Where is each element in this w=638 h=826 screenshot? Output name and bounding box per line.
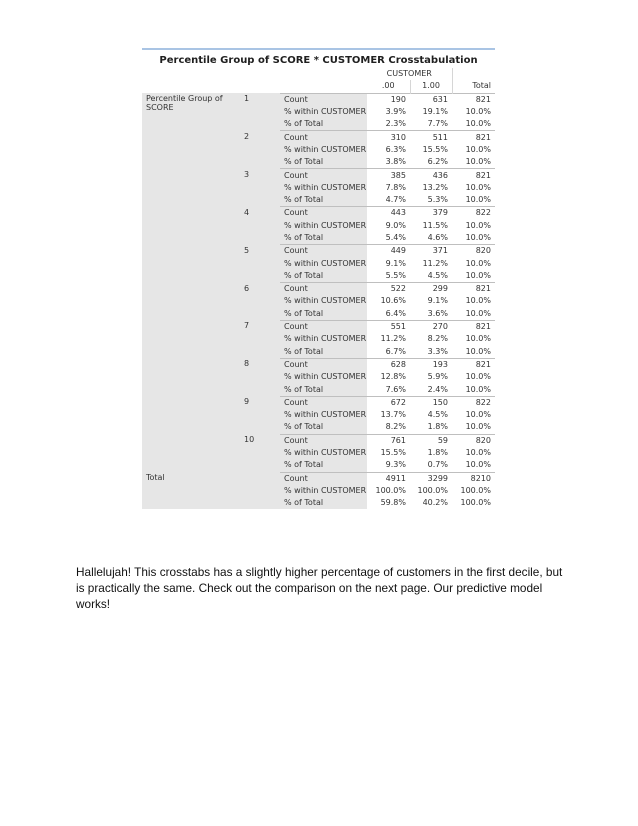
table-cell: 10.0% bbox=[452, 156, 495, 169]
stat-label: Count bbox=[280, 207, 367, 220]
table-cell: 13.7% bbox=[367, 409, 410, 421]
row-variable-label-text: Percentile Group of SCORE bbox=[146, 94, 223, 113]
table-cell: 1.8% bbox=[410, 447, 452, 459]
stat-label: % within CUSTOMER bbox=[280, 409, 367, 421]
table-cell: 9.3% bbox=[367, 459, 410, 472]
table-cell: 4.5% bbox=[410, 409, 452, 421]
stat-label: % of Total bbox=[280, 497, 367, 509]
header-row-group bbox=[142, 68, 495, 80]
table-cell: 449 bbox=[367, 245, 410, 258]
stat-label: % of Total bbox=[280, 383, 367, 396]
table-cell: 4.6% bbox=[410, 232, 452, 245]
table-cell: 672 bbox=[367, 396, 410, 409]
table-cell: 9.1% bbox=[410, 295, 452, 307]
table-cell: 10.0% bbox=[452, 182, 495, 194]
table-cell: 9.0% bbox=[367, 220, 410, 232]
stat-label: % within CUSTOMER bbox=[280, 257, 367, 269]
table-cell: 821 bbox=[452, 283, 495, 296]
stat-label: % of Total bbox=[280, 346, 367, 359]
stat-label: Count bbox=[280, 93, 367, 106]
stat-label: Count bbox=[280, 320, 367, 333]
table-cell: 4911 bbox=[367, 472, 410, 485]
stat-label: % within CUSTOMER bbox=[280, 485, 367, 497]
table-cell: 5.5% bbox=[367, 270, 410, 283]
table-cell: 10.0% bbox=[452, 257, 495, 269]
table-cell: 3.3% bbox=[410, 346, 452, 359]
stat-label: % of Total bbox=[280, 156, 367, 169]
crosstab-table-container bbox=[142, 48, 495, 509]
table-cell: 4.7% bbox=[367, 194, 410, 207]
group-label: 1 bbox=[240, 93, 280, 131]
table-cell: 10.0% bbox=[452, 106, 495, 118]
table-title: Percentile Group of SCORE * CUSTOMER Crosstabulation bbox=[159, 55, 478, 66]
table-cell: 379 bbox=[410, 207, 452, 220]
caption-paragraph: Hallelujah! This crosstabs has a slightly higher percentage of customers in the first decile, but is practically the same. Check out the comparison on the next page. Our predictive model works! bbox=[76, 565, 563, 611]
table-cell: 10.0% bbox=[452, 333, 495, 345]
table-cell: 10.0% bbox=[452, 144, 495, 156]
table-cell: 193 bbox=[410, 358, 452, 371]
table-cell: 11.2% bbox=[410, 257, 452, 269]
table-cell: 10.0% bbox=[452, 371, 495, 383]
table-cell: 4.5% bbox=[410, 270, 452, 283]
column-header: 1.00 bbox=[410, 80, 452, 93]
table-cell: 631 bbox=[410, 93, 452, 106]
table-cell: 190 bbox=[367, 93, 410, 106]
stat-label: Count bbox=[280, 283, 367, 296]
table-cell: 761 bbox=[367, 434, 410, 447]
group-label: 4 bbox=[240, 207, 280, 245]
stat-label: Count bbox=[280, 472, 367, 485]
table-cell: 11.5% bbox=[410, 220, 452, 232]
table-cell: 10.0% bbox=[452, 383, 495, 396]
table-cell: 10.6% bbox=[367, 295, 410, 307]
group-label: 8 bbox=[240, 358, 280, 396]
table-cell: 1.8% bbox=[410, 421, 452, 434]
table-cell: 2.3% bbox=[367, 118, 410, 131]
stat-label: % within CUSTOMER bbox=[280, 295, 367, 307]
stat-label: % of Total bbox=[280, 459, 367, 472]
stat-label: % within CUSTOMER bbox=[280, 220, 367, 232]
table-cell: 59 bbox=[410, 434, 452, 447]
table-cell: 10.0% bbox=[452, 459, 495, 472]
table-cell: 821 bbox=[452, 358, 495, 371]
column-group-header: CUSTOMER bbox=[367, 68, 452, 80]
stat-label: Count bbox=[280, 396, 367, 409]
table-cell: 822 bbox=[452, 396, 495, 409]
table-cell: 6.7% bbox=[367, 346, 410, 359]
table-cell: 820 bbox=[452, 434, 495, 447]
group-label: 6 bbox=[240, 283, 280, 321]
stat-label: % within CUSTOMER bbox=[280, 333, 367, 345]
table-cell: 385 bbox=[367, 169, 410, 182]
table-cell: 6.2% bbox=[410, 156, 452, 169]
table-cell: 821 bbox=[452, 320, 495, 333]
table-cell: 3299 bbox=[410, 472, 452, 485]
stat-label: % within CUSTOMER bbox=[280, 144, 367, 156]
table-cell: 822 bbox=[452, 207, 495, 220]
column-header-total: Total bbox=[452, 80, 495, 93]
stat-label: % of Total bbox=[280, 270, 367, 283]
table-cell: 6.4% bbox=[367, 308, 410, 321]
table-cell: 13.2% bbox=[410, 182, 452, 194]
table-cell: 100.0% bbox=[452, 497, 495, 509]
stat-label: Count bbox=[280, 169, 367, 182]
table-cell: 3.8% bbox=[367, 156, 410, 169]
table-cell: 270 bbox=[410, 320, 452, 333]
stat-label: % within CUSTOMER bbox=[280, 371, 367, 383]
stat-label: Count bbox=[280, 358, 367, 371]
table-cell: 40.2% bbox=[410, 497, 452, 509]
total-row-label-text: Total bbox=[146, 473, 165, 482]
stat-label: Count bbox=[280, 245, 367, 258]
table-cell: 8.2% bbox=[367, 421, 410, 434]
table-cell: 100.0% bbox=[410, 485, 452, 497]
table-cell: 820 bbox=[452, 245, 495, 258]
table-row bbox=[142, 93, 495, 106]
group-label: 9 bbox=[240, 396, 280, 434]
table-cell: 15.5% bbox=[410, 144, 452, 156]
row-variable-label bbox=[142, 93, 240, 472]
table-cell: 522 bbox=[367, 283, 410, 296]
table-cell: 628 bbox=[367, 358, 410, 371]
crosstab-body bbox=[142, 68, 495, 509]
table-cell: 3.6% bbox=[410, 308, 452, 321]
table-cell: 3.9% bbox=[367, 106, 410, 118]
table-cell: 8210 bbox=[452, 472, 495, 485]
stat-label: % of Total bbox=[280, 421, 367, 434]
stat-label: % of Total bbox=[280, 194, 367, 207]
group-label: 10 bbox=[240, 434, 280, 472]
table-cell: 7.7% bbox=[410, 118, 452, 131]
table-cell: 9.1% bbox=[367, 257, 410, 269]
table-cell: 7.6% bbox=[367, 383, 410, 396]
table-cell: 436 bbox=[410, 169, 452, 182]
table-cell: 10.0% bbox=[452, 232, 495, 245]
table-cell: 10.0% bbox=[452, 447, 495, 459]
table-cell: 10.0% bbox=[452, 270, 495, 283]
table-cell: 59.8% bbox=[367, 497, 410, 509]
table-cell: 10.0% bbox=[452, 346, 495, 359]
header-row-columns bbox=[142, 80, 495, 93]
table-cell: 12.8% bbox=[367, 371, 410, 383]
group-label: 2 bbox=[240, 131, 280, 169]
table-cell: 299 bbox=[410, 283, 452, 296]
stat-label: % of Total bbox=[280, 308, 367, 321]
table-cell: 6.3% bbox=[367, 144, 410, 156]
table-cell: 10.0% bbox=[452, 421, 495, 434]
stat-label: % of Total bbox=[280, 232, 367, 245]
stat-label: % of Total bbox=[280, 118, 367, 131]
table-cell: 551 bbox=[367, 320, 410, 333]
stat-label: % within CUSTOMER bbox=[280, 106, 367, 118]
table-cell: 19.1% bbox=[410, 106, 452, 118]
table-cell: 310 bbox=[367, 131, 410, 144]
group-label: 5 bbox=[240, 245, 280, 283]
group-label: 3 bbox=[240, 169, 280, 207]
stat-label: % within CUSTOMER bbox=[280, 447, 367, 459]
table-cell: 821 bbox=[452, 131, 495, 144]
table-cell: 8.2% bbox=[410, 333, 452, 345]
table-cell: 100.0% bbox=[452, 485, 495, 497]
table-cell: 5.4% bbox=[367, 232, 410, 245]
table-cell: 10.0% bbox=[452, 295, 495, 307]
table-cell: 511 bbox=[410, 131, 452, 144]
table-cell: 10.0% bbox=[452, 308, 495, 321]
table-cell: 0.7% bbox=[410, 459, 452, 472]
table-cell: 821 bbox=[452, 93, 495, 106]
table-cell: 5.9% bbox=[410, 371, 452, 383]
table-cell: 821 bbox=[452, 169, 495, 182]
stat-label: % within CUSTOMER bbox=[280, 182, 367, 194]
table-cell: 5.3% bbox=[410, 194, 452, 207]
group-label: 7 bbox=[240, 320, 280, 358]
stat-label: Count bbox=[280, 434, 367, 447]
crosstab-table bbox=[142, 68, 495, 509]
table-cell: 150 bbox=[410, 396, 452, 409]
table-cell: 100.0% bbox=[367, 485, 410, 497]
stat-label: Count bbox=[280, 131, 367, 144]
table-cell: 10.0% bbox=[452, 194, 495, 207]
table-row bbox=[142, 472, 495, 485]
table-cell: 10.0% bbox=[452, 409, 495, 421]
table-cell: 443 bbox=[367, 207, 410, 220]
table-cell: 11.2% bbox=[367, 333, 410, 345]
column-header: .00 bbox=[367, 80, 410, 93]
table-cell: 10.0% bbox=[452, 118, 495, 131]
total-row-label bbox=[142, 472, 280, 509]
table-cell: 371 bbox=[410, 245, 452, 258]
table-cell: 7.8% bbox=[367, 182, 410, 194]
table-cell: 10.0% bbox=[452, 220, 495, 232]
table-cell: 2.4% bbox=[410, 383, 452, 396]
table-cell: 15.5% bbox=[367, 447, 410, 459]
